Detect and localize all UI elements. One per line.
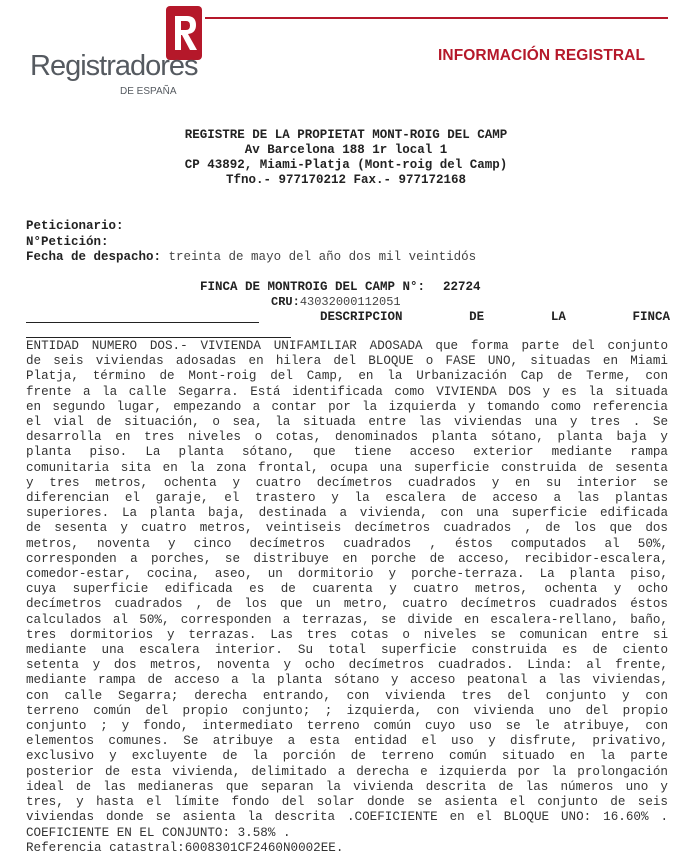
registry-office-block <box>0 128 688 188</box>
description-line: Platja, término de Mont-roig del Camp, en la Urbanización Cap de Terme, con <box>26 369 668 384</box>
description-heading-word: DE <box>469 310 485 324</box>
peticionario-label: Peticionario: <box>26 219 124 233</box>
description-line: ideal de las medianeras que separan la vivienda descrita de las números uno y <box>26 779 668 794</box>
description-line: ENTIDAD NUMERO DOS.- VIVIENDA UNIFAMILIAR ADOSADA que forma parte del conjunto <box>26 339 668 353</box>
registry-address-line1: Av Barcelona 188 1r local 1 <box>244 143 448 157</box>
description-line: diferencian el garaje, el trastero y la escalera de acceso a las plantas <box>26 491 668 506</box>
npeticion-row <box>26 235 109 249</box>
registry-phones: Tfno.- 977170212 Fax.- 977172168 <box>225 173 467 187</box>
description-line: de seis viviendas adosadas en hilera del BLOQUE o FASE UNO, situadas en Miami <box>26 354 668 369</box>
logo-subtitle: DE ESPAÑA <box>120 86 177 97</box>
description-line: corresponden a porches, se distribuye en porche de acceso, recibidor-escalera, <box>26 551 668 566</box>
cru-label: CRU: <box>271 295 300 309</box>
description-line: comunitaria sita en la zona frontal, ocupa una superficie construida de sesenta <box>26 460 668 475</box>
description-heading-word: DESCRIPCION <box>320 310 403 324</box>
fecha-despacho-value: treinta de mayo del año dos mil veintidós <box>168 250 477 264</box>
logo-wordmark: Registradores <box>30 50 198 82</box>
description-line: desarrolla en tres niveles o cotas, denominados planta sótano, planta baja y <box>26 430 668 445</box>
description-line: cuya superficie edificada es de cuarenta y cuatro metros, ochenta y ocho <box>26 582 668 597</box>
description-heading <box>320 310 670 324</box>
description-body <box>26 339 668 856</box>
peticionario-row <box>26 219 124 233</box>
description-rule-bottom <box>26 337 291 338</box>
cru-row <box>271 295 401 309</box>
description-line: planta piso. La planta sótano, que tiene acceso exterior mediante rampa <box>26 445 668 460</box>
description-line: conjunto ; y fondo, intermediato terreno común cuyo uso se le atribuye, con <box>26 719 668 734</box>
finca-number: 22724 <box>443 280 481 294</box>
description-line: metros, noventa y cinco decímetros cuadrados , éstos computados al 50%, <box>26 536 668 551</box>
description-line: posterior de esta vivienda, delimitado a derecha e izquierda por la prolongación <box>26 764 668 779</box>
header-rule <box>205 17 668 19</box>
npeticion-label: N°Petición: <box>26 235 109 249</box>
fecha-despacho-row <box>26 250 476 264</box>
description-line: en segundo lugar, empezando a contar por la izquierda y tomando como referencia <box>26 399 668 414</box>
description-line: mediante una escalera interior. Su total superficie construida es de ciento <box>26 643 668 658</box>
description-line: superiores. La planta baja, destinada a vivienda, con una superficie edificada <box>26 506 668 521</box>
description-line: calculados al 50%, corresponden a terrazas, se divide en escalera-rellano, baño, <box>26 612 668 627</box>
cru-value: 43032000112051 <box>299 295 401 309</box>
description-line: de sesenta y cuatro metros, veintiseis decímetros cuadrados , de los que dos <box>26 521 668 536</box>
description-rule-top <box>26 322 259 323</box>
description-line: exclusivo y excluyente de la porción de terreno común situado en la parte <box>26 749 668 764</box>
fecha-despacho-label: Fecha de despacho: <box>26 250 162 264</box>
description-line: viviendas donde se asienta la descrita .COEFICIENTE en el BLOQUE UNO: 16.60% . <box>26 810 668 825</box>
description-line: COEFICIENTE EN EL CONJUNTO: 3.58% . <box>26 825 291 840</box>
description-heading-word: LA <box>550 310 566 324</box>
description-line: setenta y dos metros, noventa y ocho decímetros cuadrados. Linda: al frente, <box>26 658 668 673</box>
description-line: mediante rampa de acceso a la planta sótano y acceso peatonal a las viviendas, <box>26 673 668 688</box>
document-title: INFORMACIÓN REGISTRAL <box>438 47 646 64</box>
description-heading-word: FINCA <box>632 310 670 324</box>
registradores-logo <box>30 6 210 96</box>
description-line: con calle Segarra; derecha entrando, con vivienda tres del conjunto y con <box>26 688 668 703</box>
registry-name: REGISTRE DE LA PROPIETAT MONT-ROIG DEL CAMP <box>184 128 508 142</box>
description-line: elementos comunes. Se atribuye a esta entidad el uso y disfrute, privativo, <box>26 734 668 749</box>
finca-label: FINCA DE MONTROIG DEL CAMP N°: <box>200 280 426 294</box>
finca-header <box>200 280 481 294</box>
description-line: terreno común del propio conjunto; ; izquierda, con vivienda uno del propio <box>26 703 668 718</box>
description-line: tres, y hasta el límite fondo del solar donde se asienta el conjunto de seis <box>26 795 668 810</box>
description-line: comedor-estar, cocina, aseo, un dormitorio y porche-terraza. La planta piso, <box>26 567 668 582</box>
description-line: decímetros cuadrados , de los que un metro, cuatro decímetros cuadrados éstos <box>26 597 668 612</box>
description-line: tres dormitorios y terrazas. Las tres cotas o niveles se comunican entre si <box>26 627 668 642</box>
description-line: el vial de situación, o sea, la situada entre las viviendas una y tres . Se <box>26 415 668 430</box>
description-line: Referencia catastral:6008301CF2460N0002EE. <box>26 840 344 855</box>
description-line: y tres metros, ochenta y cuatro decímetros cuadrados y en su interior se <box>26 475 668 490</box>
description-line: frente a la calle Segarra. Está identificada como VIVIENDA DOS y es la situada <box>26 384 668 399</box>
registry-address-line2: CP 43892, Miami-Platja (Mont-roig del Camp) <box>184 158 508 172</box>
